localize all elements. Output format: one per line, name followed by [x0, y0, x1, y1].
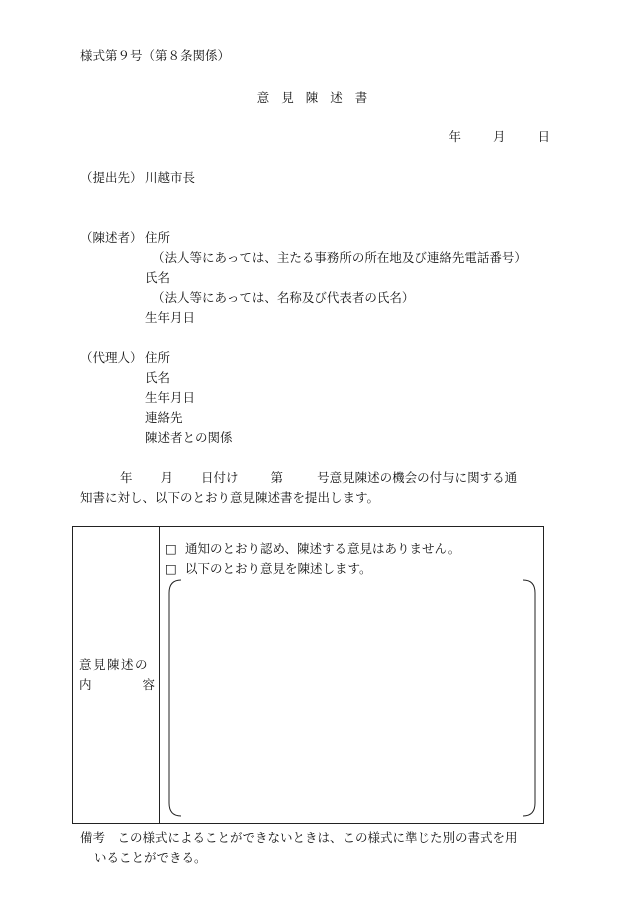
notice-number-prefix: 第: [270, 470, 284, 485]
table-divider: [159, 527, 160, 823]
agent-name-label: 氏名: [145, 370, 171, 385]
date-month-label: 月: [492, 129, 506, 144]
notice-sentence-line2: 知書に対し、以下のとおり意見陳述書を提出します。: [80, 490, 380, 505]
stater-name-note: （法人等にあっては、名称及び代表者の氏名）: [152, 290, 415, 305]
submit-to-value: 川越市長: [145, 170, 196, 185]
submit-to-label: （提出先）: [80, 170, 143, 185]
stater-address-note: （法人等にあっては、主たる事務所の所在地及び連絡先電話番号）: [152, 250, 527, 265]
document-title: 意見陳述書: [256, 90, 380, 105]
right-bracket: [523, 580, 535, 816]
opinion-label-top: 意見陳述の: [79, 657, 150, 672]
remarks-line1: 備考 この様式によることができないときは、この様式に準じた別の書式を用: [80, 830, 518, 845]
opinion-label-bottom: [79, 679, 155, 692]
option-state-opinion-label: 以下のとおり意見を陳述します。: [185, 561, 372, 576]
notice-sentence-rest: 号意見陳述の機会の付与に関する通: [317, 470, 518, 485]
option-no-objection[interactable]: [165, 543, 460, 556]
notice-year: 年: [120, 470, 133, 485]
date-day-label: 日: [537, 129, 550, 144]
notice-sentence-line1: [80, 472, 517, 485]
agent-label: （代理人）: [80, 350, 143, 365]
notice-month: 月: [160, 470, 174, 485]
checkbox-state-opinion[interactable]: □: [165, 561, 177, 576]
date-year-label: 年: [448, 129, 461, 144]
remarks-line2: いることができる。: [94, 850, 207, 865]
form-number: 様式第９号（第８条関係）: [80, 48, 231, 63]
stater-birthdate-label: 生年月日: [145, 310, 196, 325]
opinion-label-bottom-left: 内: [79, 677, 92, 692]
checkbox-no-objection[interactable]: □: [165, 541, 177, 556]
left-bracket: [169, 580, 181, 816]
agent-relation-label: 陳述者との関係: [145, 430, 233, 445]
opinion-table: [72, 526, 544, 824]
date-line: [448, 131, 550, 144]
stater-name-label: 氏名: [145, 270, 171, 285]
opinion-input-area[interactable]: [167, 579, 537, 817]
option-state-opinion[interactable]: [165, 563, 372, 576]
agent-contact-label: 連絡先: [145, 410, 183, 425]
opinion-label-bottom-right: 容: [142, 677, 155, 692]
agent-address-label: 住所: [145, 350, 171, 365]
stater-address-label: 住所: [145, 230, 171, 245]
agent-birthdate-label: 生年月日: [145, 390, 196, 405]
option-no-objection-label: 通知のとおり認め、陳述する意見はありません。: [185, 541, 461, 556]
stater-label: （陳述者）: [80, 230, 143, 245]
notice-dated: 日付け: [201, 470, 239, 485]
